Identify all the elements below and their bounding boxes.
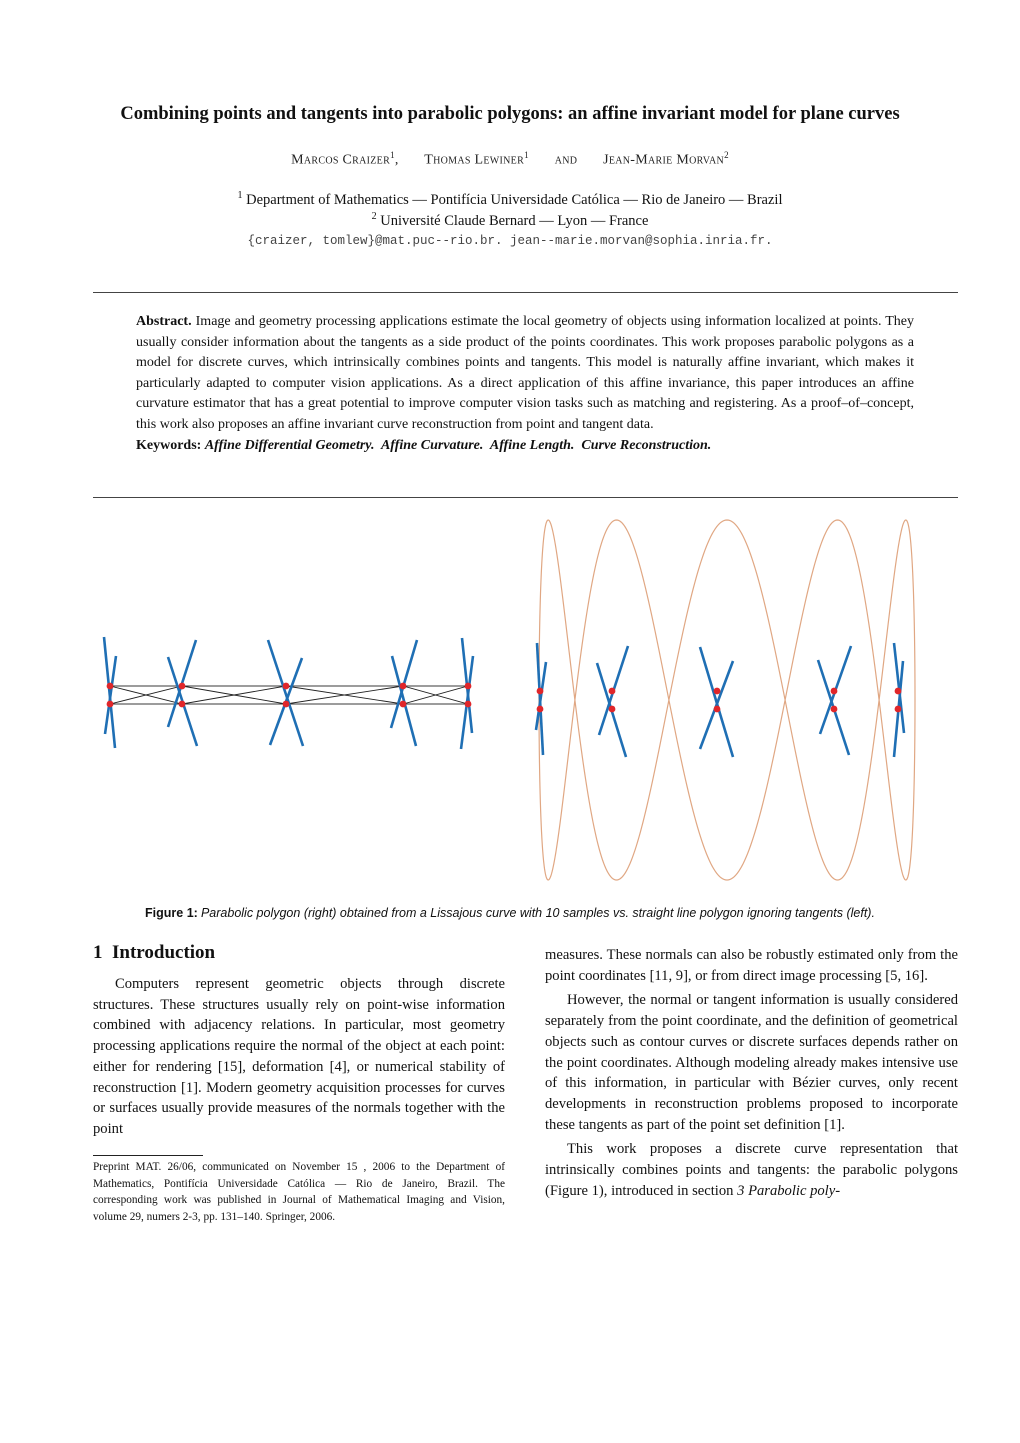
figure-1 bbox=[0, 505, 1020, 895]
figure-label: Figure 1: bbox=[145, 906, 198, 920]
right-column bbox=[545, 945, 958, 1201]
abstract bbox=[136, 312, 914, 456]
paper-title: Combining points and tangents into parabolic polygons: an affine invariant model for plane curves bbox=[120, 104, 900, 124]
tangent-segments-right bbox=[536, 643, 904, 757]
abstract-label: Abstract. bbox=[136, 314, 192, 329]
author-affiliation-mark: 1 bbox=[524, 150, 529, 160]
author-name: Marcos Craizer bbox=[291, 152, 391, 168]
and-word: and bbox=[554, 152, 578, 168]
figure-caption bbox=[40, 906, 980, 921]
keywords-label: Keywords: bbox=[136, 437, 202, 453]
section-number: 1 bbox=[93, 942, 103, 963]
figure-caption-text: Parabolic polygon (right) obtained from a Lissajous curve with 10 samples vs. straight line polygon ignoring tangents (left). bbox=[200, 906, 875, 920]
author-list: Marcos Craizer$^1$, Thomas Lewiner$^1$ and Jean-Marie Morvan$^2$ bbox=[291, 150, 729, 168]
left-column bbox=[93, 974, 505, 1140]
section-reference: 3 Parabolic poly- bbox=[737, 1182, 841, 1199]
affiliation-text: Department of Mathematics — Pontifícia Universidade Católica — Rio de Janeiro — Brazil bbox=[246, 191, 783, 208]
footnote: Preprint MAT. 26/06, communicated on November 15 , 2006 to the Department of Mathematics, Pontifícia Universidade Católica — Rio de Janeiro, Brazil. The corresponding work was published in Journal of Mathematical Imaging and Vision, volume 29, numers 2-3, pp. 131–140. Springer, 2006. bbox=[93, 1161, 505, 1223]
rule bbox=[93, 497, 958, 498]
footnote-rule bbox=[93, 1155, 203, 1156]
paragraph-text: This work proposes a discrete curve representation that intrinsically combines points and tangents: the parabolic polygons (Figure 1), introduced in section bbox=[545, 1141, 958, 1199]
section-title: Introduction bbox=[112, 942, 216, 963]
tangent-segments-left bbox=[104, 637, 473, 749]
keywords: Affine Differential Geometry. Affine Curvature. Affine Length. Curve Reconstruction. bbox=[204, 437, 712, 453]
abstract-text: Image and geometry processing applications estimate the local geometry of objects using information localized at points. They usually consider information about the tangents as a side product of the points coordinates. This work proposes parabolic polygons as a model for discrete curves, which intrinsically combines points and tangents. This model is naturally affine invariant, which makes it particularly adapted to computer vision applications. As a direct application of this affine invariance, this paper introduces an affine curvature estimator that has a great potential to improve computer vision tasks such as matching and registering. As a proof–of–concept, this work also proposes an affine invariant curve reconstruction from point and tangent data. bbox=[136, 314, 914, 432]
paragraph bbox=[545, 1139, 958, 1201]
affiliation-mark: 1 bbox=[237, 190, 243, 201]
author-affiliation-mark: 1 bbox=[390, 150, 395, 160]
paragraph: Computers represent geometric objects through discrete structures. These structures usually rely on point-wise information combined with adjacency relations. In particular, most geometry processing applications require the normal of the object at each point: either for rendering [15], deformation [4], or numerical stability of reconstruction [1]. Modern geometry acquisition processes for curves or surfaces usually provide measures of the normals together with the point bbox=[93, 976, 505, 1137]
section-heading bbox=[93, 942, 215, 964]
paragraph: However, the normal or tangent information is usually considered separately from the point coordinate, and the definition of geometrical objects such as contour curves or discrete surfaces depends rather on the point coordinates. Although modeling already makes intensive use of this information, in particular with Bézier curves, only recent developments in reconstruction problems proposed to incorporate these tangents as part of the point set definition [1]. bbox=[545, 992, 958, 1133]
author-name: Jean-Marie Morvan bbox=[603, 152, 725, 168]
author-affiliation-mark: 2 bbox=[724, 150, 729, 160]
email-addresses: {craizer, tomlew}@mat.puc--rio.br. jean--marie.morvan@sophia.inria.fr. bbox=[247, 234, 773, 248]
affiliation bbox=[40, 211, 980, 230]
affiliation bbox=[40, 190, 980, 209]
affiliation-text: Université Claude Bernard — Lyon — France bbox=[380, 212, 649, 229]
author-name: Thomas Lewiner bbox=[424, 152, 525, 168]
lissajous-curve bbox=[539, 520, 915, 880]
paragraph: measures. These normals can also be robustly estimated only from the point coordinates [11, 9], or from direct image processing [5, 16]. bbox=[545, 947, 958, 984]
rule bbox=[93, 292, 958, 293]
affiliation-mark: 2 bbox=[371, 211, 377, 222]
